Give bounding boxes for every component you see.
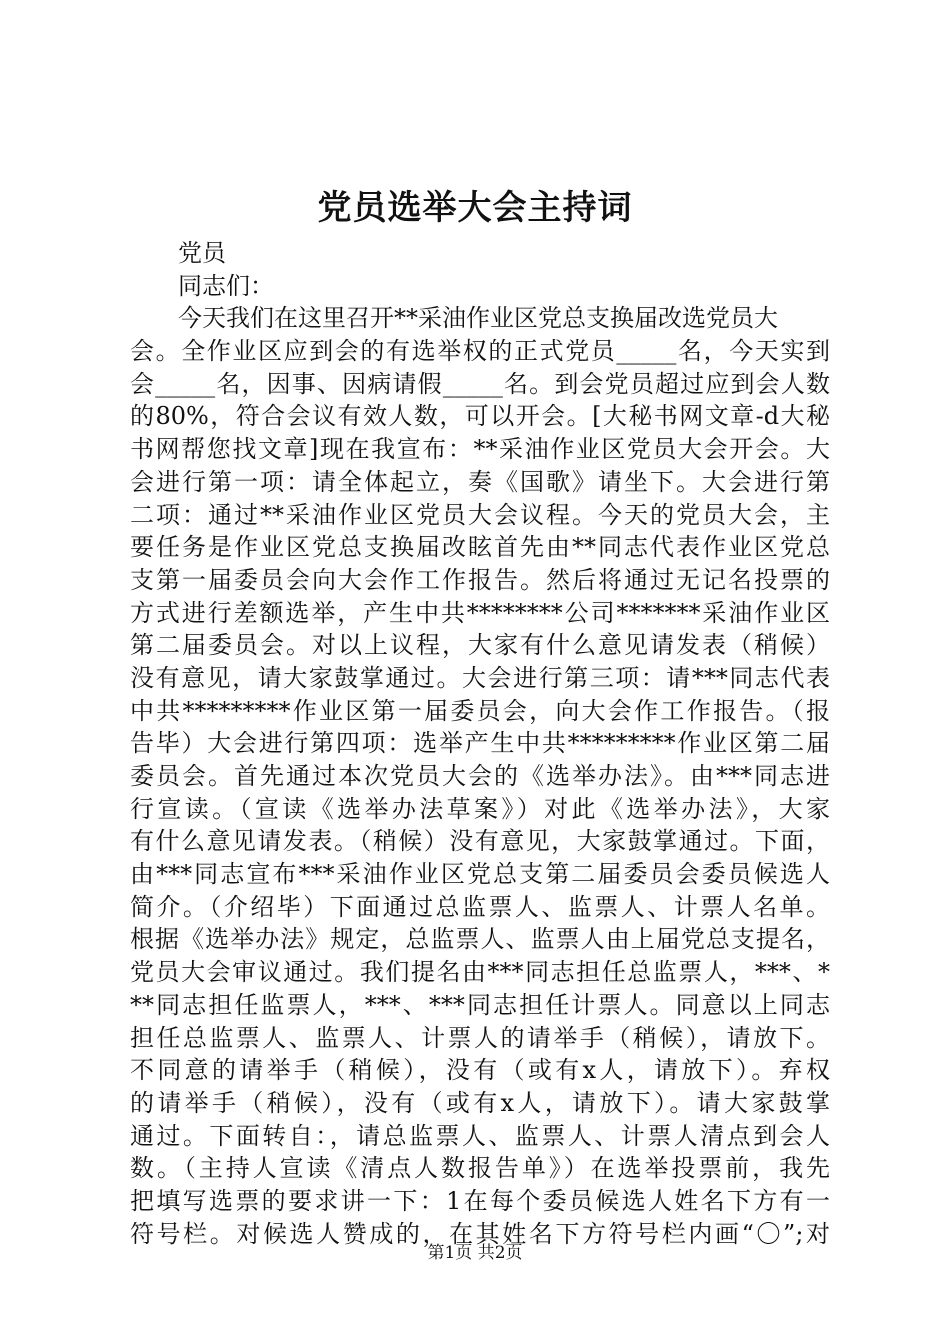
document-title: 党员选举大会主持词 [317,188,633,228]
body-line: 把填写选票的要求讲一下：1在每个委员候选人姓名下方有一 [130,1186,830,1215]
salutation-line: 同志们： [178,271,274,300]
document-body [130,237,830,1250]
body-line: 由***同志宣布***采油作业区党总支第二届委员会委员候选人 [130,860,830,889]
body-line: **同志担任监票人，***、***同志担任计票人。同意以上同志 [130,990,830,1019]
body-line: 不同意的请举手（稍候），没有（或有x人，请放下）。弃权 [130,1056,830,1085]
body-line: 会。全作业区应到会的有选举权的正式党员_____名，今天实到 [130,337,830,366]
body-line: 行宣读。（宣读《选举办法草案》）对此《选举办法》，大家 [130,794,830,823]
body-line: 第二届委员会。对以上议程，大家有什么意见请发表（稍候） [130,631,830,660]
body-line: 今天我们在这里召开**采油作业区党总支换届改选党员大 [178,304,778,333]
body-line: 中共*********作业区第一届委员会，向大会作工作报告。（报 [130,696,830,725]
body-line: 支第一届委员会向大会作工作报告。然后将通过无记名投票的 [130,565,830,594]
salutation-line: 党员 [178,239,226,267]
body-line: 告毕）大会进行第四项：选举产生中共*********作业区第二届 [130,729,830,758]
body-line: 委员会。首先通过本次党员大会的《选举办法》。由***同志进 [130,762,830,790]
body-line: 根据《选举办法》规定，总监票人、监票人由上届党总支提名， [130,925,830,954]
body-line: 符号栏。对候选人赞成的，在其姓名下方符号栏内画“〇”;对 [130,1219,830,1248]
body-line: 有什么意见请发表。（稍候）没有意见，大家鼓掌通过。下面， [130,827,830,856]
body-line: 的80%，符合会议有效人数，可以开会。[大秘书网文章-d大秘 [130,402,830,431]
body-line: 二项：通过**采油作业区党员大会议程。今天的党员大会，主 [130,500,830,529]
body-line: 会_____名，因事、因病请假_____名。到会党员超过应到会人数 [130,369,830,398]
body-line: 党员大会审议通过。我们提名由***同志担任总监票人，***、* [130,958,830,987]
body-line: 没有意见，请大家鼓掌通过。大会进行第三项：请***同志代表 [130,663,830,692]
body-line: 担任总监票人、监票人、计票人的请举手（稍候），请放下。 [130,1023,830,1052]
body-line: 书网帮您找文章]现在我宣布：**采油作业区党员大会开会。大 [130,435,830,464]
body-line: 会进行第一项：请全体起立，奏《国歌》请坐下。大会进行第 [130,467,830,496]
body-line: 方式进行差额选举，产生中共********公司*******采油作业区 [130,598,830,627]
body-line: 要任务是作业区党总支换届改眩首先由**同志代表作业区党总 [130,533,830,562]
page-indicator: 第1页 共2页 [427,1243,523,1263]
body-line: 数。（主持人宣读《清点人数报告单》）在选举投票前，我先 [130,1154,830,1183]
body-line: 的请举手（稍候），没有（或有x人，请放下）。请大家鼓掌 [130,1088,830,1117]
body-line: 通过。下面转自：，请总监票人、监票人、计票人清点到会人 [130,1121,830,1150]
body-line: 简介。（介绍毕）下面通过总监票人、监票人、计票人名单。 [130,892,830,921]
